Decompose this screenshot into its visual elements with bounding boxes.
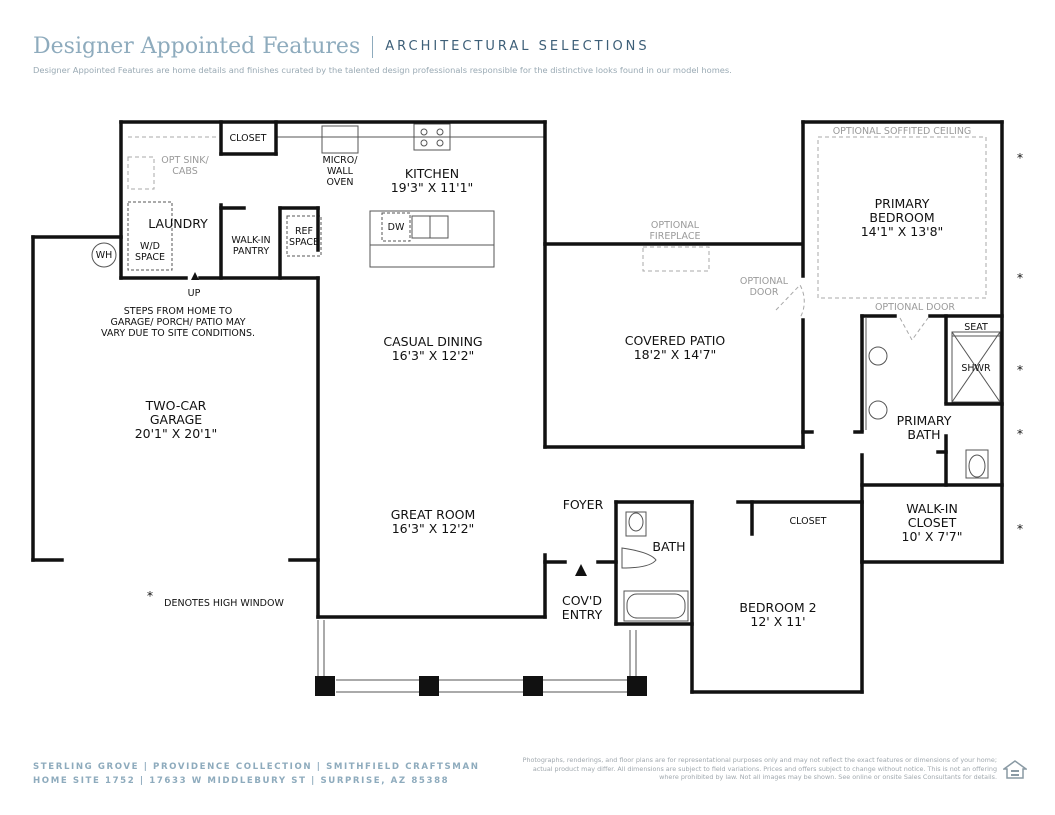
opt-door-label: DOOR	[749, 287, 779, 298]
casual-dining-dim: 16'3" X 12'2"	[391, 348, 475, 363]
burner	[421, 140, 427, 146]
burner	[437, 140, 443, 146]
micro-label: OVEN	[326, 177, 354, 188]
primary-bedroom-name: BEDROOM	[869, 210, 935, 225]
wd-label: SPACE	[134, 252, 166, 263]
page-subtitle: ARCHITECTURAL SELECTIONS	[385, 39, 650, 54]
community-info	[33, 760, 480, 788]
high-window-star: *	[1016, 150, 1024, 165]
dw-label: DW	[387, 222, 405, 233]
up-label: UP	[187, 288, 201, 299]
covered-entry-label: ENTRY	[561, 607, 603, 622]
steps-note: VARY DUE TO SITE CONDITIONS.	[100, 328, 256, 339]
equal-housing-icon	[1003, 760, 1027, 782]
vanity-sink	[869, 401, 887, 419]
wh-label: WH	[95, 250, 113, 261]
wd-label: W/D	[140, 241, 160, 252]
opt-soffit-label: OPTIONAL SOFFITED CEILING	[832, 126, 972, 137]
opt-patio-door	[776, 285, 804, 318]
pantry-label: PANTRY	[232, 246, 270, 257]
laundry-label: LAUNDRY	[148, 216, 208, 231]
opt-sink-label: OPT SINK/	[161, 155, 209, 166]
high-window-star: *	[1016, 426, 1024, 441]
opt-sink-label: CABS	[172, 166, 198, 177]
porch-column	[315, 676, 335, 696]
micro-label: MICRO/	[322, 155, 358, 166]
kitchen-dim: 19'3" X 11'1"	[390, 180, 474, 195]
patio-dim: 18'2" X 14'7"	[633, 347, 717, 362]
bedroom2-dim: 12' X 11'	[750, 614, 806, 629]
garage-name: GARAGE	[149, 412, 203, 427]
porch-columns	[315, 676, 647, 696]
opt-door-label: OPTIONAL	[739, 276, 789, 287]
walkin-closet-name: CLOSET	[907, 515, 957, 530]
opt-bath-door	[900, 318, 928, 340]
bath-sink	[622, 548, 656, 568]
casual-dining-name: CASUAL DINING	[383, 334, 483, 349]
page-title: Designer Appointed Features	[33, 34, 361, 59]
kitchen-name: KITCHEN	[404, 166, 460, 181]
porch-column	[627, 676, 647, 696]
opt-fireplace-label: FIREPLACE	[649, 231, 701, 242]
high-window-star: *	[1016, 362, 1024, 377]
closet-label: CLOSET	[229, 133, 267, 144]
primary-bath-name: PRIMARY	[896, 413, 952, 428]
bath-toilet-bowl	[629, 513, 643, 531]
bathtub	[624, 591, 688, 621]
burner	[421, 129, 427, 135]
porch-column	[419, 676, 439, 696]
garage-dim: 20'1" X 20'1"	[134, 426, 218, 441]
pantry-label: WALK-IN	[231, 235, 271, 246]
opt-bath-door-label: OPTIONAL DOOR	[874, 302, 956, 313]
page-description: Designer Appointed Features are home details and finishes curated by the talented design professionals responsible for the distinctive looks found in our model homes.	[33, 65, 732, 75]
primary-bedroom-dim: 14'1" X 13'8"	[860, 224, 944, 239]
community-line: STERLING GROVE | PROVIDENCE COLLECTION | SMITHFIELD CRAFTSMAN	[33, 762, 480, 772]
patio-name: COVERED PATIO	[624, 333, 726, 348]
steps-note: GARAGE/ PORCH/ PATIO MAY	[110, 317, 246, 328]
legend-star: *	[146, 588, 154, 603]
opt-sink-cab	[128, 157, 154, 189]
high-window-star: *	[1016, 521, 1024, 536]
bedroom2-name: BEDROOM 2	[739, 600, 817, 615]
shower-label: SHWR	[961, 363, 991, 374]
primary-toilet-bowl	[969, 455, 985, 477]
garage-name: TWO-CAR	[145, 398, 207, 413]
primary-bath-name: BATH	[907, 427, 941, 442]
vanity-sink	[869, 347, 887, 365]
disclaimer: Photographs, renderings, and floor plans are for representational purposes only and may not reflect the exact features or dimensions of your home; actual product may differ. All dimensions are subject to field variations. Prices and offers subject to change without notice. This is not an offering where prohibited by law. Not all images may be shown. See online or onsite Sales Consultants for details.	[522, 756, 997, 781]
ref-label: REF	[294, 226, 314, 237]
bath-label: BATH	[652, 539, 686, 554]
entry-arrow-icon	[575, 564, 587, 576]
great-room-dim: 16'3" X 12'2"	[391, 521, 475, 536]
seat-label: SEAT	[964, 322, 988, 333]
kitchen-island	[370, 211, 494, 267]
opt-fireplace-label: OPTIONAL	[650, 220, 700, 231]
bed2-closet-label: CLOSET	[789, 516, 827, 527]
fireplace-outline	[643, 247, 709, 271]
high-window-star: *	[1016, 270, 1024, 285]
primary-bedroom-name: PRIMARY	[874, 196, 930, 211]
foyer-label: FOYER	[562, 497, 604, 512]
steps-note: STEPS FROM HOME TO	[123, 306, 233, 317]
covered-entry-label: COV'D	[562, 593, 602, 608]
walkin-closet-dim: 10' X 7'7"	[901, 529, 963, 544]
ref-label: SPACE	[288, 237, 320, 248]
address-line: HOME SITE 1752 | 17633 W MIDDLEBURY ST | SURPRISE, AZ 85388	[33, 776, 450, 786]
micro-oven	[322, 126, 358, 153]
legend-label: DENOTES HIGH WINDOW	[164, 598, 284, 609]
great-room-name: GREAT ROOM	[390, 507, 476, 522]
up-arrow-icon	[191, 272, 199, 280]
walkin-closet-name: WALK-IN	[906, 501, 958, 516]
porch-column	[523, 676, 543, 696]
micro-label: WALL	[327, 166, 353, 177]
burner	[437, 129, 443, 135]
bathtub-inner	[627, 594, 685, 618]
